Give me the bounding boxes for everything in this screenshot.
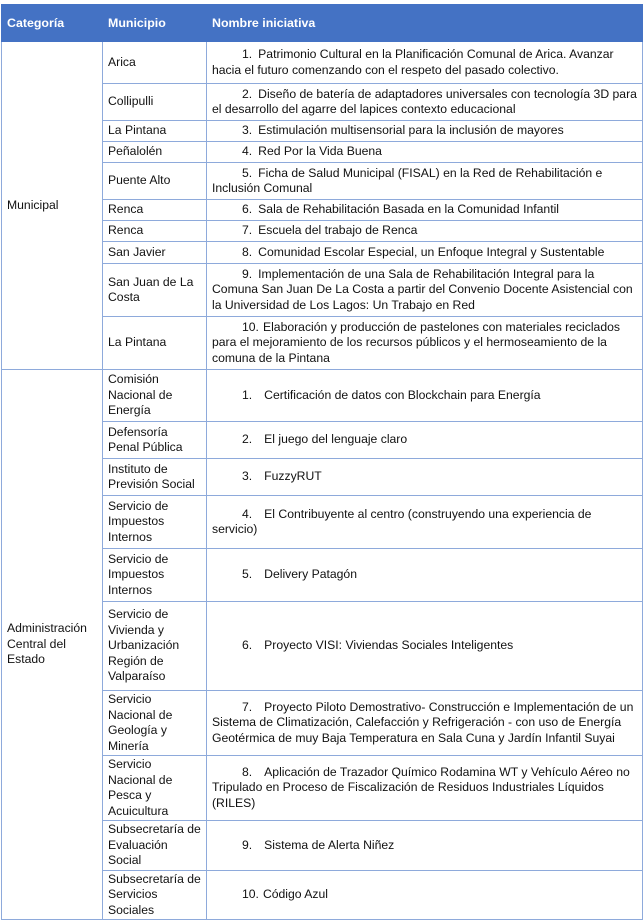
- initiative-cell: [207, 42, 643, 84]
- initiatives-table: [1, 4, 643, 920]
- item-number: 6.: [242, 638, 253, 653]
- item-number: 2.: [242, 432, 253, 447]
- initiative-cell: [207, 602, 643, 691]
- initiative-cell: [207, 422, 643, 459]
- item-number: 10.: [242, 887, 259, 901]
- item-number: 5.: [242, 567, 253, 582]
- item-number: 1.: [242, 47, 253, 61]
- initiative-name: Escuela del trabajo de Renca: [258, 223, 418, 238]
- initiative-name: Aplicación de Trazador Químico Rodamina WT y Vehículo Aéreo no Tripulado en Proceso de Fiscalización de Residuos Industriales Líquidos (RILES): [212, 764, 630, 810]
- header-categoria: Categoría: [2, 5, 103, 42]
- initiative-cell: [207, 264, 643, 317]
- initiative-cell: [207, 163, 643, 200]
- municipio-cell: La Pintana: [103, 121, 207, 142]
- initiative-name: El juego del lenguaje claro: [264, 432, 408, 447]
- initiative-cell: [207, 821, 643, 871]
- municipio-cell: Renca: [103, 221, 207, 242]
- initiative-cell: [207, 121, 643, 142]
- municipio-cell: San Juan de La Costa: [103, 264, 207, 317]
- category-cell: Administración Central del Estado: [2, 370, 103, 920]
- table-row: [2, 42, 643, 84]
- initiative-cell: [207, 691, 643, 756]
- initiative-name: Sala de Rehabilitación Basada en la Comunidad Infantil: [258, 202, 559, 217]
- item-number: 4.: [242, 506, 253, 521]
- item-number: 8.: [242, 764, 253, 779]
- initiative-cell: [207, 496, 643, 549]
- item-number: 10.: [242, 319, 259, 334]
- item-number: 2.: [242, 86, 253, 101]
- initiative-name: Sistema de Alerta Niñez: [264, 837, 395, 852]
- municipio-cell: Puente Alto: [103, 163, 207, 200]
- item-number: 6.: [242, 202, 253, 217]
- initiative-name: Proyecto VISI: Viviendas Sociales Inteligentes: [264, 638, 514, 653]
- initiative-name: Proyecto Piloto Demostrativo- Construcción e Implementación de un Sistema de Climatización, Calefacción y Refrigeración - con uso de Energía Geotérmica de muy Baja Temperatura en Sala Cuna y Jardín Infantil Suyai: [212, 699, 634, 745]
- municipio-cell: Subsecretaría de Servicios Sociales: [103, 870, 207, 920]
- initiative-name: Red Por la Vida Buena: [258, 144, 382, 159]
- initiative-name: FuzzyRUT: [264, 469, 322, 484]
- municipio-cell: Servicio de Vivienda y Urbanización Región de Valparaíso: [103, 602, 207, 691]
- item-number: 4.: [242, 144, 253, 159]
- municipio-cell: Collipulli: [103, 84, 207, 121]
- item-number: 5.: [242, 165, 253, 180]
- item-number: 7.: [242, 699, 253, 714]
- municipio-cell: San Javier: [103, 242, 207, 264]
- item-number: 9.: [242, 266, 253, 281]
- municipio-cell: Peñalolén: [103, 142, 207, 163]
- header-row: [2, 5, 643, 42]
- header-municipio: Municipio: [103, 5, 207, 42]
- header-nombre-iniciativa: Nombre iniciativa: [207, 5, 643, 42]
- initiative-cell: [207, 459, 643, 496]
- initiative-cell: [207, 200, 643, 221]
- municipio-cell: Instituto de Previsión Social: [103, 459, 207, 496]
- initiative-name: Elaboración y producción de pastelones con materiales reciclados para el mejoramiento de los recursos públicos y el hermoseamiento de la comuna de la Pintana: [212, 319, 620, 365]
- item-number: 3.: [242, 123, 253, 138]
- table-body: [2, 42, 643, 920]
- initiative-name: Delivery Patagón: [264, 567, 357, 582]
- item-number: 1.: [242, 387, 253, 402]
- municipio-cell: Servicio Nacional de Pesca y Acuicultura: [103, 756, 207, 821]
- municipio-cell: Subsecretaría de Evaluación Social: [103, 821, 207, 871]
- initiative-cell: [207, 317, 643, 370]
- municipio-cell: Comisión Nacional de Energía: [103, 370, 207, 422]
- municipio-cell: Defensoría Penal Pública: [103, 422, 207, 459]
- municipio-cell: Renca: [103, 200, 207, 221]
- initiative-cell: [207, 756, 643, 821]
- municipio-cell: Servicio de Impuestos Internos: [103, 549, 207, 602]
- item-number: 7.: [242, 223, 253, 238]
- initiative-name: Certificación de datos con Blockchain para Energía: [264, 387, 541, 402]
- initiative-name: Diseño de batería de adaptadores universales con tecnología 3D para el desarrollo del agarre del lapices contexto educacional: [212, 86, 637, 116]
- initiative-name: Estimulación multisensorial para la inclusión de mayores: [258, 123, 564, 138]
- initiative-name: Comunidad Escolar Especial, un Enfoque Integral y Sustentable: [258, 244, 605, 259]
- initiative-name: Patrimonio Cultural en la Planificación Comunal de Arica. Avanzar hacia el futuro comenzando con el respeto del pasado colectivo.: [212, 47, 614, 77]
- initiative-cell: [207, 142, 643, 163]
- initiative-name: Implementación de una Sala de Rehabilitación Integral para la Comuna San Juan De La Costa a partir del Convenio Docente Asistencial con la Universidad de Los Lagos: Un Trabajo en Red: [212, 266, 633, 312]
- initiative-name: Ficha de Salud Municipal (FISAL) en la Red de Rehabilitación e Inclusión Comunal: [212, 165, 603, 195]
- table-row: [2, 370, 643, 422]
- initiative-cell: [207, 370, 643, 422]
- item-number: 3.: [242, 469, 253, 484]
- municipio-cell: Servicio Nacional de Geología y Minería: [103, 691, 207, 756]
- initiative-cell: [207, 870, 643, 920]
- municipio-cell: Arica: [103, 42, 207, 84]
- initiative-cell: [207, 242, 643, 264]
- initiative-name: Código Azul: [262, 887, 328, 901]
- initiative-name: El Contribuyente al centro (construyendo una experiencia de servicio): [212, 506, 592, 536]
- category-cell: Municipal: [2, 42, 103, 370]
- initiative-cell: [207, 221, 643, 242]
- initiative-cell: [207, 549, 643, 602]
- municipio-cell: Servicio de Impuestos Internos: [103, 496, 207, 549]
- initiative-cell: [207, 84, 643, 121]
- item-number: 9.: [242, 837, 253, 852]
- municipio-cell: La Pintana: [103, 317, 207, 370]
- item-number: 8.: [242, 244, 253, 259]
